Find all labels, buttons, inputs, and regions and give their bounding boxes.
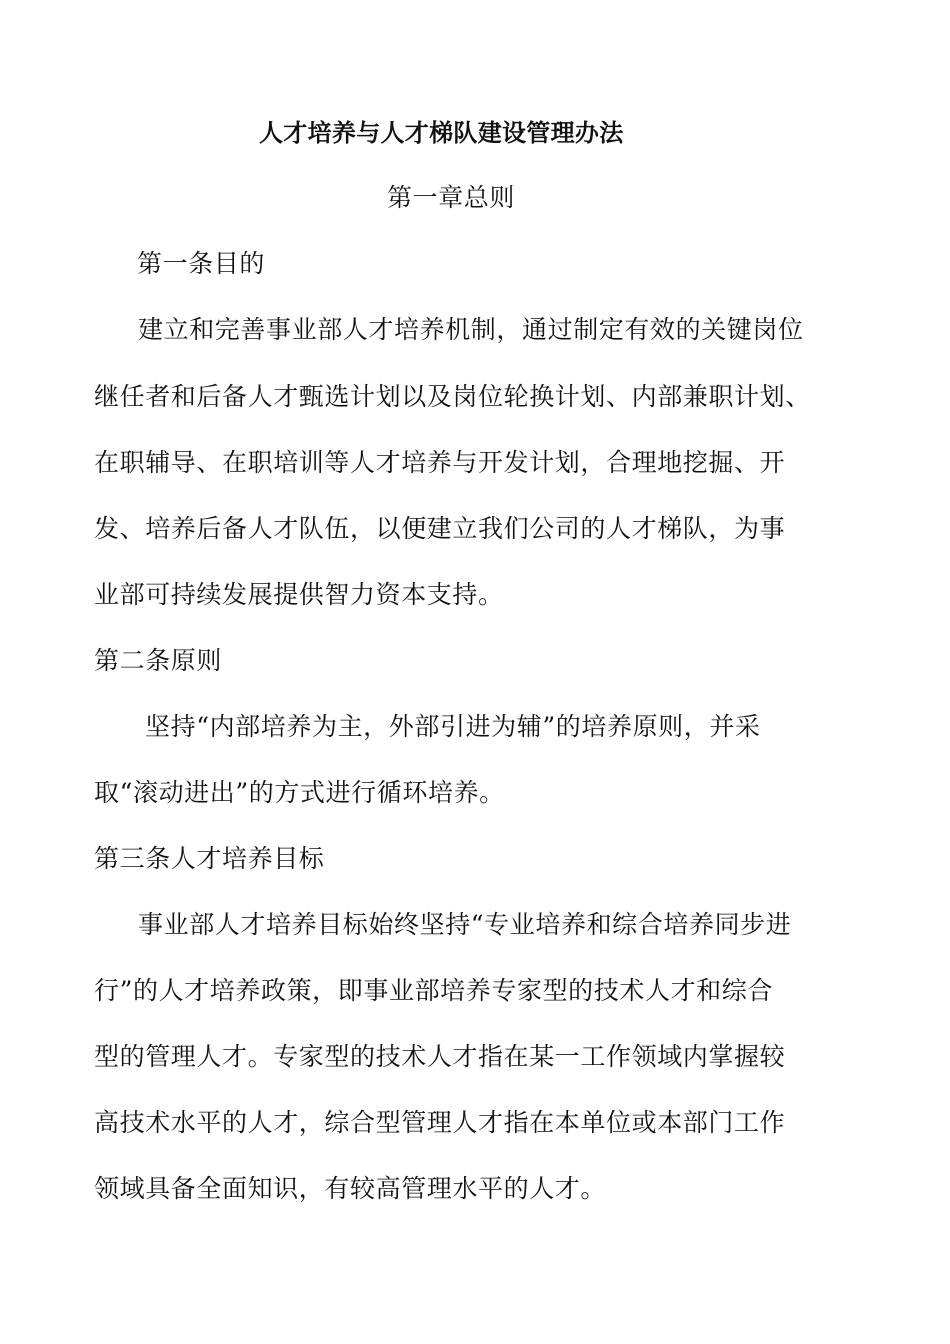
article-1-line-3: 在职辅导、在职培训等人才培养与开发计划，合理地挖掘、开 — [94, 448, 786, 477]
document-title: 人才培养与人才梯队建设管理办法 — [259, 119, 624, 147]
article-1-line-5: 业部可持续发展提供智力资本支持。 — [94, 580, 504, 609]
article-3-line-4: 高技术水平的人才，综合型管理人才指在本单位或本部门工作 — [94, 1108, 786, 1137]
article-3-line-1: 事业部人才培养目标始终坚持“专业培养和综合培养同步进 — [138, 910, 792, 939]
article-2-heading: 第二条原则 — [94, 646, 223, 675]
article-3-line-5: 领域具备全面知识，有较高管理水平的人才。 — [94, 1174, 607, 1203]
chapter-heading: 第一章总则 — [387, 183, 516, 212]
article-2-line-1: 坚持“内部培养为主，外部引进为辅”的培养原则，并采 — [145, 712, 761, 741]
article-1-heading: 第一条目的 — [137, 249, 266, 278]
article-3-heading: 第三条人才培养目标 — [94, 844, 325, 873]
article-3-line-2: 行”的人才培养政策，即事业部培养专家型的技术人才和综合 — [94, 976, 773, 1005]
article-3-line-3: 型的管理人才。专家型的技术人才指在某一工作领域内掌握较 — [94, 1042, 786, 1071]
article-1-line-2: 继任者和后备人才甄选计划以及岗位轮换计划、内部兼职计划、 — [94, 382, 811, 411]
article-2-line-2: 取“滚动进出”的方式进行循环培养。 — [94, 778, 505, 807]
article-1-line-1: 建立和完善事业部人才培养机制，通过制定有效的关键岗位 — [138, 315, 804, 344]
article-1-line-4: 发、培养后备人才队伍，以便建立我们公司的人才梯队，为事 — [94, 514, 786, 543]
